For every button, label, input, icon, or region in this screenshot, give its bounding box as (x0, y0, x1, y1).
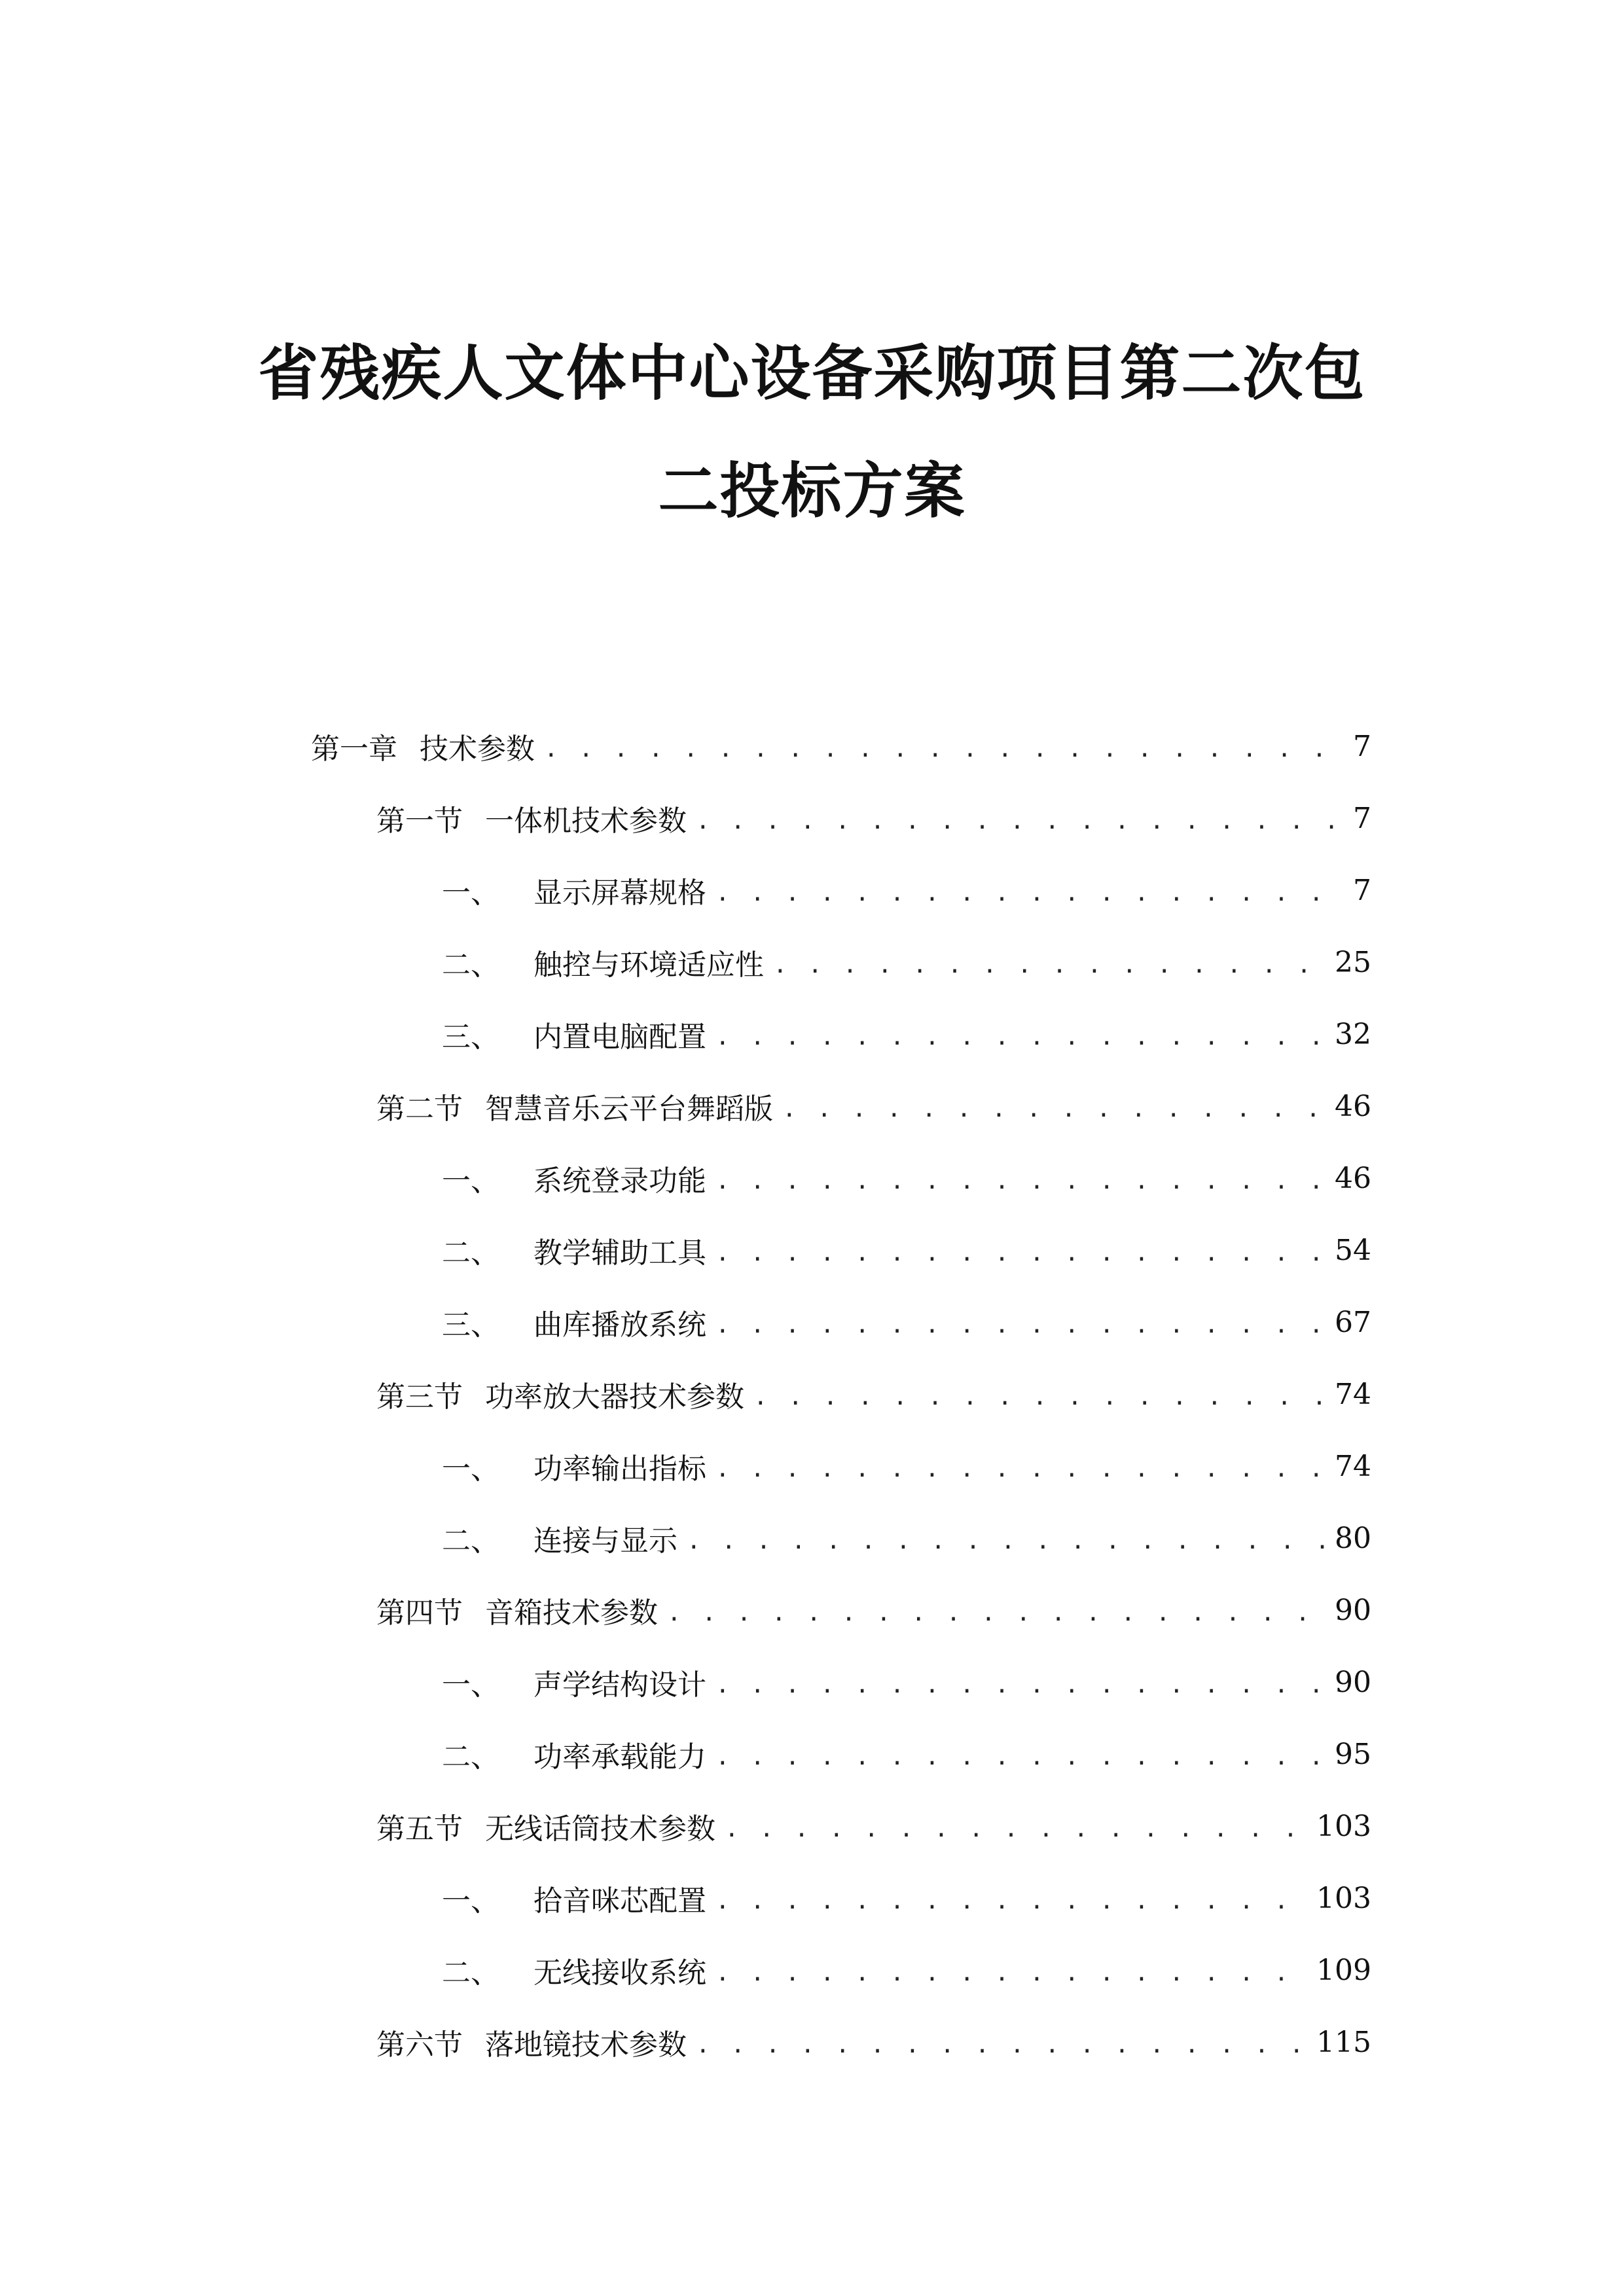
toc-dot-leader (715, 1888, 1307, 1914)
toc-entry-section-3[interactable] (376, 1371, 1371, 1417)
toc-entry-number: 二、 (442, 1740, 499, 1774)
toc-entry-title: 音箱技术参数 (485, 1596, 658, 1630)
toc-entry-page: 7 (1353, 729, 1371, 763)
toc-dot-leader (715, 1672, 1326, 1698)
toc-entry-page: 80 (1335, 1521, 1371, 1555)
toc-entry-title: 拾音咪芯配置 (533, 1884, 706, 1918)
toc-entry-title: 功率承载能力 (533, 1740, 706, 1774)
toc-entry-number: 一、 (442, 1452, 499, 1486)
toc-entry-page: 115 (1316, 2025, 1371, 2059)
toc-entry-number: 三、 (442, 1020, 499, 1054)
toc-entry-title: 无线接收系统 (533, 1956, 706, 1990)
toc-entry-title: 智慧音乐云平台舞蹈版 (485, 1092, 773, 1126)
toc-entry-number: 第四节 (376, 1596, 463, 1630)
toc-entry-page: 74 (1335, 1377, 1371, 1411)
toc-entry-subsection[interactable] (442, 867, 1371, 913)
toc-entry-title: 连接与显示 (533, 1524, 677, 1558)
toc-dot-leader (715, 880, 1344, 906)
toc-entry-page: 90 (1335, 1665, 1371, 1699)
toc-entry-subsection[interactable] (442, 1731, 1371, 1777)
toc-entry-title: 落地镜技术参数 (485, 2028, 687, 2062)
toc-entry-page: 90 (1335, 1593, 1371, 1627)
toc-entry-page: 7 (1353, 801, 1371, 835)
toc-entry-subsection[interactable] (442, 1227, 1371, 1273)
toc-entry-title: 技术参数 (420, 732, 535, 766)
toc-entry-subsection[interactable] (442, 939, 1371, 985)
toc-entry-number: 二、 (442, 1524, 499, 1558)
toc-entry-page: 46 (1335, 1161, 1371, 1195)
toc-entry-page: 54 (1335, 1233, 1371, 1267)
toc-dot-leader (715, 1024, 1326, 1050)
toc-dot-leader (753, 1384, 1326, 1410)
toc-entry-subsection[interactable] (442, 1875, 1371, 1921)
toc-entry-number: 第五节 (376, 1812, 463, 1846)
toc-entry-section-2[interactable] (376, 1083, 1371, 1129)
toc-entry-page: 74 (1335, 1449, 1371, 1483)
toc-entry-page: 109 (1316, 1953, 1371, 1987)
toc-entry-title: 无线话筒技术参数 (485, 1812, 715, 1846)
toc-entry-title: 教学辅助工具 (533, 1236, 706, 1270)
toc-entry-number: 二、 (442, 1236, 499, 1270)
toc-entry-title: 显示屏幕规格 (533, 876, 706, 910)
toc-entry-number: 一、 (442, 1668, 499, 1702)
toc-entry-page: 67 (1335, 1305, 1371, 1339)
toc-dot-leader (773, 952, 1326, 978)
toc-dot-leader (715, 1744, 1326, 1770)
toc-entry-section-6[interactable] (376, 2019, 1371, 2065)
toc-entry-title: 系统登录功能 (533, 1164, 706, 1198)
toc-entry-number: 第二节 (376, 1092, 463, 1126)
toc-entry-section-4[interactable] (376, 1587, 1371, 1633)
toc-entry-page: 103 (1316, 1809, 1371, 1843)
toc-entry-subsection[interactable] (442, 1299, 1371, 1345)
toc-dot-leader (687, 1528, 1326, 1554)
toc-dot-leader (715, 1960, 1307, 1986)
toc-entry-title: 曲库播放系统 (533, 1308, 706, 1342)
toc-entry-number: 二、 (442, 1956, 499, 1990)
toc-dot-leader (544, 736, 1344, 762)
toc-dot-leader (696, 808, 1344, 834)
toc-entry-subsection[interactable] (442, 1011, 1371, 1057)
toc-dot-leader (715, 1240, 1326, 1266)
toc-entry-chapter-1[interactable] (311, 723, 1371, 769)
document-title-line-2: 二投标方案 (658, 456, 966, 526)
toc-dot-leader (667, 1600, 1326, 1626)
toc-entry-subsection[interactable] (442, 1155, 1371, 1201)
toc-entry-subsection[interactable] (442, 1515, 1371, 1561)
toc-entry-number: 第六节 (376, 2028, 463, 2062)
toc-entry-title: 声学结构设计 (533, 1668, 706, 1702)
toc-entry-page: 95 (1335, 1737, 1371, 1771)
toc-entry-number: 一、 (442, 876, 499, 910)
toc-entry-page: 7 (1353, 873, 1371, 907)
toc-entry-title: 功率输出指标 (533, 1452, 706, 1486)
toc-dot-leader (725, 1816, 1307, 1842)
toc-entry-page: 46 (1335, 1089, 1371, 1123)
toc-entry-page: 25 (1335, 945, 1371, 979)
toc-entry-section-5[interactable] (376, 1803, 1371, 1849)
toc-dot-leader (696, 2032, 1307, 2058)
toc-entry-section-1[interactable] (376, 795, 1371, 841)
toc-entry-number: 一、 (442, 1164, 499, 1198)
toc-entry-number: 三、 (442, 1308, 499, 1342)
toc-entry-subsection[interactable] (442, 1443, 1371, 1489)
toc-entry-page: 32 (1335, 1017, 1371, 1051)
document-title-line-1: 省残疾人文体中心设备采购项目第二次包 (258, 338, 1366, 408)
toc-dot-leader (715, 1456, 1326, 1482)
toc-entry-number: 第一章 (311, 732, 397, 766)
toc-entry-subsection[interactable] (442, 1947, 1371, 1993)
toc-dot-leader (782, 1096, 1326, 1122)
toc-entry-title: 内置电脑配置 (533, 1020, 706, 1054)
toc-entry-number: 一、 (442, 1884, 499, 1918)
toc-dot-leader (715, 1312, 1326, 1338)
toc-dot-leader (715, 1168, 1326, 1194)
toc-entry-number: 第一节 (376, 804, 463, 838)
toc-entry-number: 第三节 (376, 1380, 463, 1414)
toc-entry-title: 触控与环境适应性 (533, 948, 764, 982)
toc-entry-subsection[interactable] (442, 1659, 1371, 1705)
toc-entry-title: 一体机技术参数 (485, 804, 687, 838)
toc-entry-title: 功率放大器技术参数 (485, 1380, 744, 1414)
toc-entry-page: 103 (1316, 1881, 1371, 1915)
toc-entry-number: 二、 (442, 948, 499, 982)
